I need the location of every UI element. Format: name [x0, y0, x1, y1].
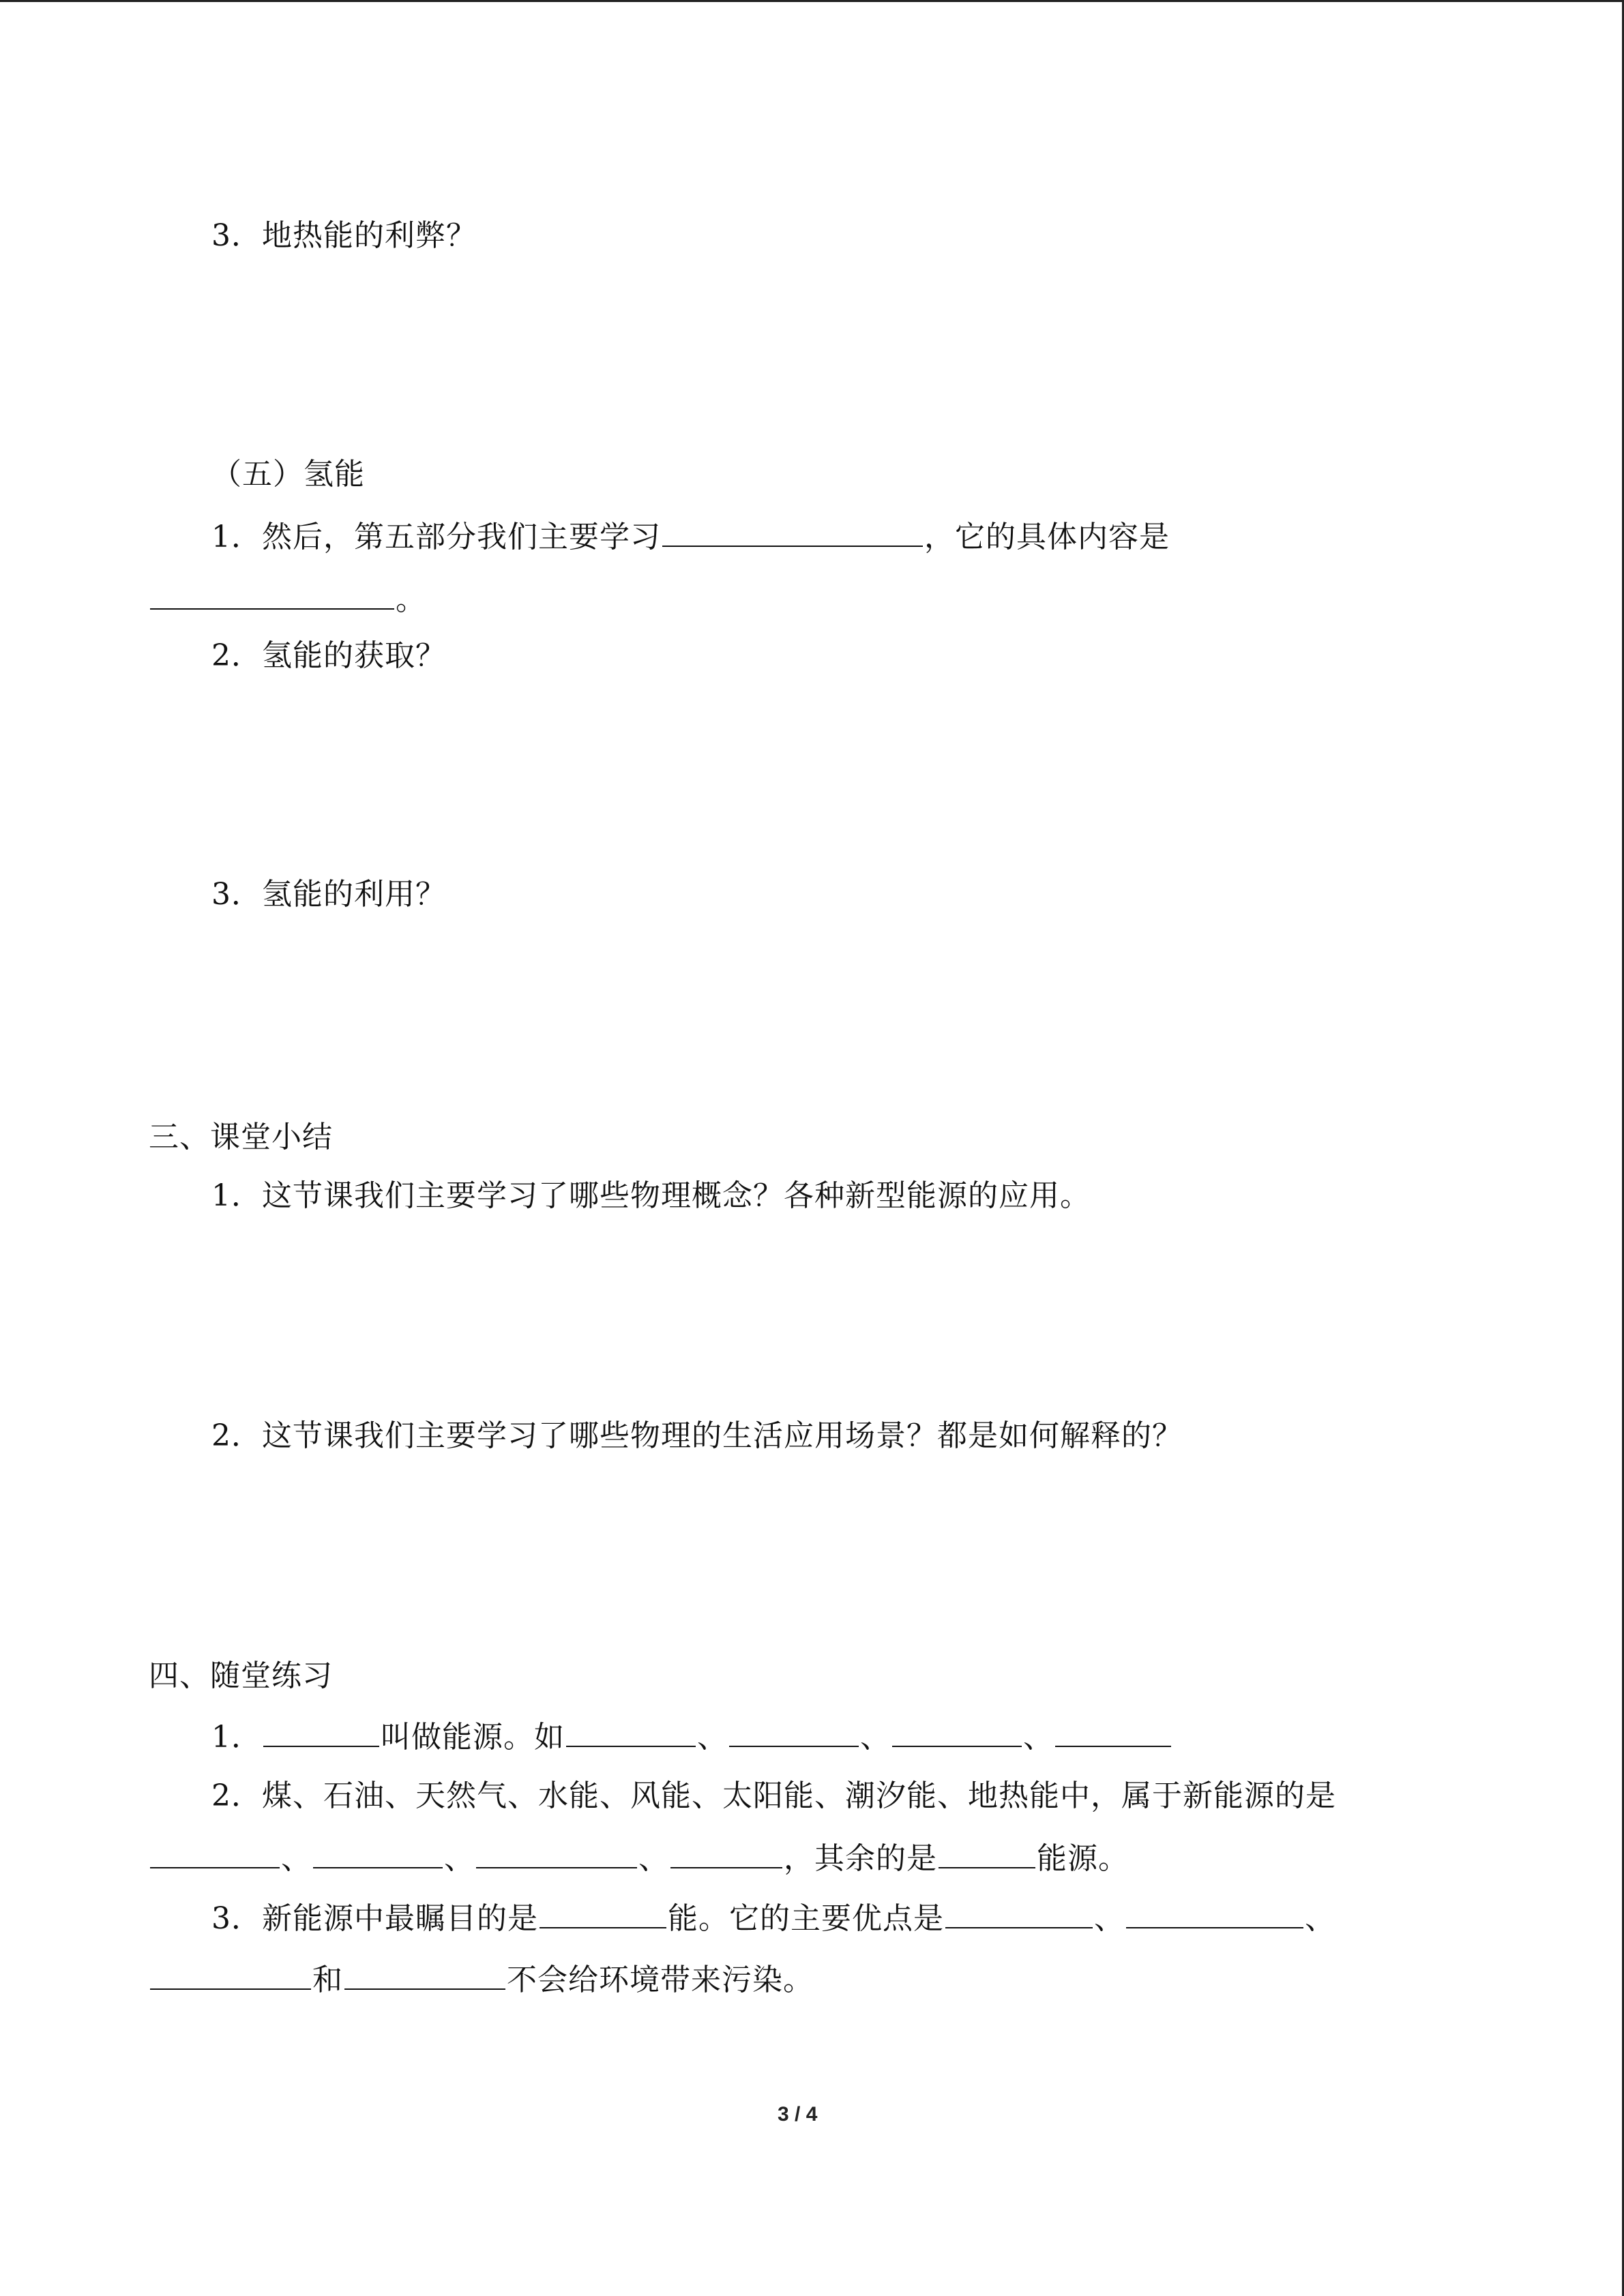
practice-question-3-continued: 和 不会给环境带来污染。: [149, 1958, 814, 2001]
summary-heading: 三、课堂小结: [149, 1120, 333, 1154]
answer-blank[interactable]: [344, 1958, 505, 1990]
practice-heading: 四、随堂练习: [149, 1658, 333, 1693]
answer-blank[interactable]: [892, 1716, 1022, 1747]
hydrogen-heading: （五）氢能: [211, 457, 365, 492]
practice-question-2: 2．煤、石油、天然气、水能、风能、太阳能、潮汐能、地热能中，属于新能源的是: [211, 1778, 1336, 1813]
answer-blank[interactable]: [540, 1897, 666, 1928]
answer-blank[interactable]: [939, 1837, 1035, 1868]
answer-blank[interactable]: [1055, 1716, 1171, 1747]
answer-blank[interactable]: [566, 1716, 696, 1747]
answer-blank[interactable]: [263, 1716, 379, 1747]
hydrogen-question-2: 2．氢能的获取？: [211, 638, 446, 673]
answer-blank[interactable]: [662, 516, 923, 547]
summary-question-1: 1．这节课我们主要学习了哪些物理概念？各种新型能源的应用。: [211, 1178, 1091, 1213]
answer-blank[interactable]: [670, 1837, 782, 1868]
practice-question-3: 3．新能源中最瞩目的是 能。它的主要优点是 、 、: [211, 1897, 1335, 1939]
answer-blank[interactable]: [476, 1837, 637, 1868]
practice-question-2-continued: 、 、 、 ，其余的是 能源。: [149, 1837, 1129, 1879]
answer-blank[interactable]: [150, 1958, 311, 1990]
page-number: 3 / 4: [778, 2103, 818, 2126]
practice-question-1: 1． 叫做能源。如 、 、 、: [211, 1716, 1172, 1758]
geothermal-question-3: 3．地热能的利弊？: [211, 218, 477, 253]
hydrogen-question-1: 1．然后，第五部分我们主要学习 ，它的具体内容是: [211, 516, 1170, 558]
answer-blank[interactable]: [1126, 1897, 1303, 1928]
hydrogen-question-3: 3．氢能的利用？: [211, 877, 446, 912]
answer-blank[interactable]: [313, 1837, 443, 1868]
answer-blank[interactable]: [150, 578, 394, 610]
summary-question-2: 2．这节课我们主要学习了哪些物理的生活应用场景？都是如何解释的？: [211, 1418, 1183, 1453]
page-border-top: [0, 0, 1624, 2]
hydrogen-question-1-continued: 。: [149, 578, 426, 621]
answer-blank[interactable]: [150, 1837, 280, 1868]
answer-blank[interactable]: [945, 1897, 1093, 1928]
answer-blank[interactable]: [729, 1716, 859, 1747]
